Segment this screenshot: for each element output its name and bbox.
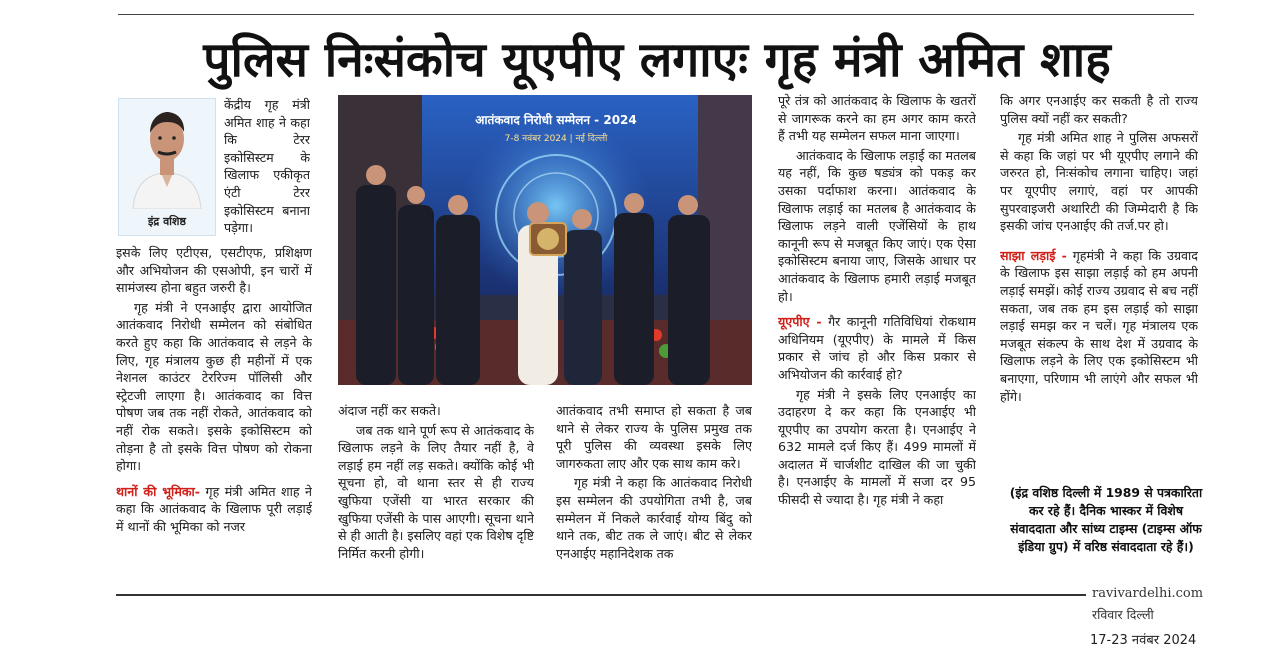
- site-url[interactable]: ravivardelhi.com: [1092, 586, 1204, 601]
- headline: पुलिस निःसंकोच यूएपीए लगाएः गृह मंत्री अमित शाह: [203, 32, 1111, 88]
- column-5: [1000, 92, 1198, 470]
- issue-date: 17-23 नवंबर 2024: [1090, 633, 1197, 648]
- banner-title: आतंकवाद निरोधी सम्मेलन - 2024: [475, 113, 637, 127]
- author-name: इंद्र वशिष्ठ: [148, 215, 186, 228]
- paragraph: थानों की भूमिका- गृह मंत्री अमित शाह ने कहा कि आतंकवाद के खिलाफ पूरी लड़ाई में थानों की भूमिका को नजर: [116, 483, 312, 534]
- column-3: [556, 402, 752, 580]
- column-1: [116, 244, 312, 580]
- subheading-sajha: साझा लड़ाई -: [1000, 247, 1067, 263]
- paragraph: अंदाज नहीं कर सकते।: [338, 403, 441, 418]
- paper-name: रविवार दिल्ली: [1092, 607, 1154, 622]
- author-bio: (इंद्र वशिष्ठ दिल्ली में 1989 से पत्रकारिता कर रहे हैं। दैनिक भास्कर में विशेष संवाददाता और सांध्य टाइम्स (टाइम्स ऑफ इंडिया ग्रुप) में वरिष्ठ संवाददाता रहे हैं।): [1009, 485, 1203, 554]
- paragraph: इसके लिए एटीएस, एसटीएफ, प्रशिक्षण और अभियोजन की एसओपी, इन चारों में सामंजस्य होना बहुत जरुरी है।: [116, 245, 312, 296]
- paragraph: गृह मंत्री ने कहा कि आतंकवाद निरोधी इस सम्मेलन की उपयोगिता तभी है, जब सम्मेलन में निकले कार्रवाई योग्य बिंदु को थाने तक, बीट तक ले जाएं। बीट से लेकर एनआईए महानिदेशक तक: [556, 475, 752, 561]
- subheading-thanon: थानों की भूमिका-: [116, 483, 201, 499]
- paragraph: कि अगर एनआईए कर सकती है तो राज्य पुलिस क्यों नहीं कर सकती?: [1000, 93, 1198, 126]
- bottom-rule: [116, 594, 1086, 596]
- paragraph: गृह मंत्री ने इसके लिए एनआईए का उदाहरण दे कर कहा कि एनआईए भी यूएपीए का उपयोग करता है। एनआईए ने 632 मामले दर्ज किए हैं। 499 मामलों में अदालत में चार्जशीट दाखिल की जा चुकी है। एनआईए के मामलों में सजा दर 95 फीसदी से ज्यादा है। गृह मंत्री ने कहा: [778, 386, 976, 508]
- paragraph: आतंकवाद तभी समाप्त हो सकता है जब थाने से लेकर राज्य के पुलिस प्रमुख तक पूरी पुलिस की व्यवस्था इसके लिए जागरुकता लाए और एक साथ काम करे।: [556, 403, 752, 471]
- top-rule: [118, 14, 1194, 15]
- column-4: [778, 92, 976, 580]
- paragraph: गृह मंत्री अमित शाह ने पुलिस अफसरों से कहा कि जहां पर भी यूएपीए लगाने की जरुरत हो, निःसंकोच लगाना चाहिए। जहां पर यूएपीए लगाएं, वहां पर आपकी सुपरवाइजरी अथारिटी की जिम्मेदारी है कि इसकी जांच एनआईए की तर्ज.पर हो।: [1000, 130, 1198, 234]
- paragraph: यूएपीए - गैर कानूनी गतिविधियां रोकथाम अधिनियम (यूएपीए) के मामले में किस प्रकार से जांच हो और किस प्रकार से अभियोजन की कार्रवाई हो?: [778, 314, 976, 382]
- intro-paragraph: केंद्रीय गृह मंत्री अमित शाह ने कहा कि टेरर इकोसिस्टम के खिलाफ एकीकृत एंटी टेरर इकोसिस्टम बनाना पड़ेगा।: [224, 97, 310, 236]
- paragraph: गृह मंत्री ने एनआईए द्वारा आयोजित आतंकवाद निरोधी सम्मेलन को संबोधित करते हुए कहा कि आतंकवाद से लड़ने के लिए, गृह मंत्रालय कुछ ही महीनों में एक नेशनल काउंटर टेररिज्म पॉलिसी और स्ट्रेटजी लाएगा है। आतंकवाद का वित्त पोषण जब तक नहीं रोकते, आतंकवाद को नहीं रोक सकते। इसके इकोसिस्टम को तोड़ना है तो इसके वित्त पोषण को रोकना होगा।: [116, 299, 312, 474]
- author-photo: [118, 98, 216, 236]
- paragraph: पूरे तंत्र को आतंकवाद के खिलाफ के खतरों से जागरूक करने का हम अगर काम करते हैं तभी यह सम्मेलन सफल माना जाएगा।: [778, 93, 976, 144]
- event-photo: [338, 95, 752, 385]
- paragraph: जब तक थाने पूर्ण रूप से आतंकवाद के खिलाफ लड़ने के लिए तैयार नहीं है, वे लड़ाई हम नहीं लड़ सकते। क्योंकि कोई भी सूचना हो, वो थाना स्तर से ही राज्य खुफिया एजेंसी या भारत सरकार की खुफिया एजेंसी के पास आएगी। सूचना थाने से ही आती है। इसलिए वहां एक विशेष दृष्टि निर्मित करनी होगी।: [338, 422, 534, 561]
- subheading-uapa: यूएपीए -: [778, 314, 822, 330]
- paragraph: साझा लड़ाई - गृहमंत्री ने कहा कि उग्रवाद के खिलाफ इस साझा लड़ाई को हम अपनी लड़ाई समझें। कोई राज्य उग्रवाद से बच नहीं सकता, जब तक हम इस लड़ाई को साझा लड़ाई समझ कर न चलें। गृह मंत्रालय एक मजबूत संकल्प के साथ देश में उग्रवाद के खिलाफ लड़ने के लिए एक इकोसिस्टम भी बनाएगा, परिणाम भी लाएंगे और सफल भी होंगे।: [1000, 247, 1198, 404]
- column-1-intro: [224, 96, 310, 246]
- author-portrait: [119, 99, 215, 209]
- column-2: [338, 402, 534, 580]
- banner-subtitle: 7-8 नवंबर 2024 | नई दिल्ली: [504, 134, 608, 144]
- paragraph: आतंकवाद के खिलाफ लड़ाई का मतलब यह नहीं, कि कुछ षड्यंत्र को पकड़ कर उसका पर्दाफाश करना। आतंकवाद के खिलाफ लड़ाई का मतलब है आतंकवाद के खिलाफ लड़ने वाली एजेंसियों के हाथ कानूनी रूप से मजबूत किए जाएं। एक ऐसा इकोसिस्टम बनाया जाए, जिसके आधार पर आतंकवाद के खिलाफ हमारी लड़ाई मजबूत हो।: [778, 147, 976, 304]
